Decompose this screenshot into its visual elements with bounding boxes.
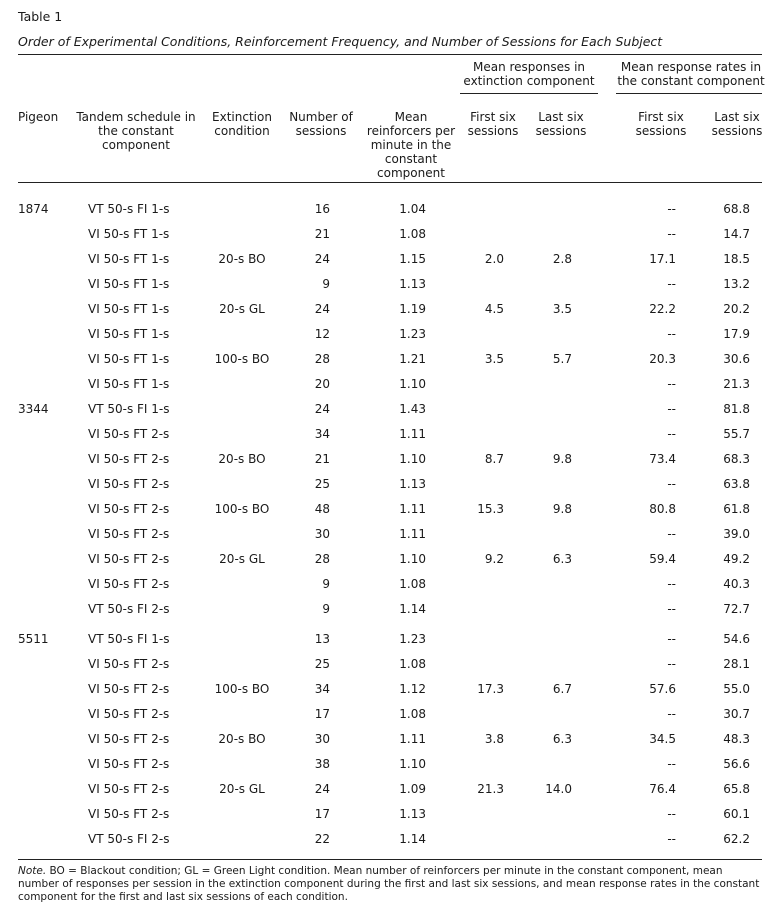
table-row (0, 755, 780, 780)
cell-schedule: VI 50-s FT 2-s (88, 657, 170, 671)
table-row (0, 600, 780, 625)
cell-const-last: 55.0 (723, 682, 750, 696)
group-rule-constant (616, 93, 762, 94)
table-row (0, 325, 780, 350)
note-text: BO = Blackout condition; GL = Green Light condition. Mean number of reinforcers per minute in the constant component, mean number of responses per session in the extinction component during the first and last six sessions, and mean response rates in the constant component for the first and last six sessions of each condition. (18, 865, 760, 903)
cell-sessions: 16 (314, 202, 330, 216)
cell-const-first: 17.1 (649, 252, 676, 266)
cell-sessions: 9 (322, 577, 330, 591)
cell-schedule: VT 50-s FI 2-s (88, 832, 170, 846)
cell-sessions: 30 (314, 527, 330, 541)
cell-sessions: 21 (314, 227, 330, 241)
cell-extinction: 20-s GL (219, 302, 265, 316)
pigeon-id: 5511 (18, 632, 49, 646)
cell-reinforcers: 1.08 (399, 707, 426, 721)
table-row (0, 705, 780, 730)
cell-schedule: VT 50-s FI 1-s (88, 402, 170, 416)
cell-schedule: VI 50-s FT 1-s (88, 377, 170, 391)
col-header-reinforcers: Mean reinforcers per minute in the constant component (366, 110, 456, 180)
cell-ext-first: 8.7 (484, 452, 504, 466)
cell-sessions: 24 (314, 302, 330, 316)
cell-sessions: 13 (314, 632, 330, 646)
cell-const-first: -- (667, 227, 676, 241)
table-row (0, 225, 780, 250)
cell-const-last: 62.2 (723, 832, 750, 846)
cell-ext-last: 6.3 (552, 552, 572, 566)
cell-const-last: 17.9 (723, 327, 750, 341)
cell-schedule: VI 50-s FT 2-s (88, 782, 170, 796)
table-row (0, 300, 780, 325)
cell-const-first: 22.2 (649, 302, 676, 316)
cell-extinction: 100-s BO (214, 352, 270, 366)
header-rule (18, 182, 762, 183)
col-header-ext-first: First six sessions (467, 110, 519, 138)
cell-ext-first: 21.3 (477, 782, 504, 796)
table-row (0, 250, 780, 275)
table-row (0, 655, 780, 680)
cell-ext-first: 4.5 (484, 302, 504, 316)
group-rule-extinction (460, 93, 598, 94)
cell-reinforcers: 1.10 (399, 377, 426, 391)
cell-const-last: 48.3 (723, 732, 750, 746)
col-header-const-first: First six sessions (635, 110, 687, 138)
cell-ext-first: 17.3 (477, 682, 504, 696)
table-caption: Order of Experimental Conditions, Reinforcement Frequency, and Number of Sessions for Each Subject (18, 34, 663, 49)
cell-schedule: VI 50-s FT 2-s (88, 707, 170, 721)
cell-ext-first: 15.3 (477, 502, 504, 516)
cell-ext-first: 2.0 (484, 252, 504, 266)
cell-sessions: 28 (314, 352, 330, 366)
cell-const-last: 68.3 (723, 452, 750, 466)
cell-schedule: VI 50-s FT 2-s (88, 552, 170, 566)
group-header-extinction: Mean responses in extinction component (463, 60, 595, 88)
cell-schedule: VI 50-s FT 2-s (88, 682, 170, 696)
cell-ext-first: 3.5 (484, 352, 504, 366)
cell-extinction: 20-s BO (218, 452, 266, 466)
cell-const-last: 72.7 (723, 602, 750, 616)
cell-sessions: 48 (314, 502, 330, 516)
cell-schedule: VI 50-s FT 2-s (88, 477, 170, 491)
cell-schedule: VT 50-s FI 1-s (88, 632, 170, 646)
cell-schedule: VI 50-s FT 1-s (88, 327, 170, 341)
cell-ext-last: 2.8 (552, 252, 572, 266)
cell-sessions: 34 (314, 682, 330, 696)
table-label: Table 1 (18, 9, 63, 24)
cell-extinction: 20-s GL (219, 552, 265, 566)
cell-sessions: 22 (314, 832, 330, 846)
cell-reinforcers: 1.13 (399, 477, 426, 491)
cell-reinforcers: 1.10 (399, 552, 426, 566)
cell-schedule: VT 50-s FI 1-s (88, 202, 170, 216)
col-header-sessions: Number of sessions (289, 110, 353, 138)
table-row (0, 550, 780, 575)
cell-const-first: 34.5 (649, 732, 676, 746)
table-row (0, 805, 780, 830)
cell-sessions: 30 (314, 732, 330, 746)
cell-const-first: 80.8 (649, 502, 676, 516)
cell-const-first: 20.3 (649, 352, 676, 366)
cell-sessions: 25 (314, 477, 330, 491)
cell-const-last: 61.8 (723, 502, 750, 516)
cell-ext-last: 6.3 (552, 732, 572, 746)
table-row (0, 200, 780, 225)
cell-const-last: 56.6 (723, 757, 750, 771)
col-header-ext-last: Last six sessions (535, 110, 587, 138)
cell-extinction: 20-s BO (218, 252, 266, 266)
cell-const-first: -- (667, 832, 676, 846)
cell-reinforcers: 1.08 (399, 577, 426, 591)
cell-sessions: 9 (322, 602, 330, 616)
cell-reinforcers: 1.13 (399, 807, 426, 821)
cell-const-last: 63.8 (723, 477, 750, 491)
cell-reinforcers: 1.11 (399, 732, 426, 746)
cell-const-first: -- (667, 707, 676, 721)
cell-extinction: 20-s GL (219, 782, 265, 796)
cell-const-last: 30.6 (723, 352, 750, 366)
col-header-schedule: Tandem schedule in the constant component (76, 110, 196, 152)
cell-schedule: VI 50-s FT 2-s (88, 427, 170, 441)
cell-reinforcers: 1.19 (399, 302, 426, 316)
cell-ext-first: 9.2 (484, 552, 504, 566)
cell-const-last: 81.8 (723, 402, 750, 416)
cell-schedule: VI 50-s FT 2-s (88, 577, 170, 591)
table-row (0, 630, 780, 655)
cell-sessions: 17 (314, 707, 330, 721)
cell-sessions: 24 (314, 782, 330, 796)
table-row (0, 575, 780, 600)
table-note (18, 865, 762, 904)
cell-reinforcers: 1.43 (399, 402, 426, 416)
cell-const-last: 14.7 (723, 227, 750, 241)
cell-const-first: -- (667, 527, 676, 541)
cell-const-first: -- (667, 277, 676, 291)
bottom-rule (18, 859, 762, 860)
cell-sessions: 25 (314, 657, 330, 671)
cell-const-first: -- (667, 477, 676, 491)
cell-const-last: 40.3 (723, 577, 750, 591)
cell-reinforcers: 1.11 (399, 502, 426, 516)
cell-schedule: VI 50-s FT 1-s (88, 277, 170, 291)
cell-const-first: -- (667, 602, 676, 616)
cell-const-first: 59.4 (649, 552, 676, 566)
table-row (0, 425, 780, 450)
table-row (0, 525, 780, 550)
cell-const-last: 20.2 (723, 302, 750, 316)
cell-extinction: 20-s BO (218, 732, 266, 746)
cell-sessions: 17 (314, 807, 330, 821)
pigeon-id: 1874 (18, 202, 49, 216)
cell-schedule: VI 50-s FT 1-s (88, 252, 170, 266)
cell-const-first: -- (667, 807, 676, 821)
cell-const-first: -- (667, 632, 676, 646)
table-row (0, 350, 780, 375)
cell-const-last: 21.3 (723, 377, 750, 391)
cell-reinforcers: 1.10 (399, 452, 426, 466)
cell-sessions: 34 (314, 427, 330, 441)
table-row (0, 475, 780, 500)
cell-const-last: 39.0 (723, 527, 750, 541)
cell-sessions: 24 (314, 402, 330, 416)
cell-ext-last: 6.7 (552, 682, 572, 696)
table-row (0, 830, 780, 855)
cell-const-last: 49.2 (723, 552, 750, 566)
cell-reinforcers: 1.11 (399, 427, 426, 441)
cell-schedule: VI 50-s FT 1-s (88, 302, 170, 316)
cell-reinforcers: 1.10 (399, 757, 426, 771)
cell-const-first: -- (667, 577, 676, 591)
cell-schedule: VT 50-s FI 2-s (88, 602, 170, 616)
cell-schedule: VI 50-s FT 2-s (88, 452, 170, 466)
pigeon-id: 3344 (18, 402, 49, 416)
cell-const-last: 65.8 (723, 782, 750, 796)
cell-sessions: 21 (314, 452, 330, 466)
cell-sessions: 12 (314, 327, 330, 341)
cell-ext-last: 9.8 (552, 452, 572, 466)
cell-sessions: 9 (322, 277, 330, 291)
cell-schedule: VI 50-s FT 1-s (88, 227, 170, 241)
cell-schedule: VI 50-s FT 2-s (88, 732, 170, 746)
cell-const-first: -- (667, 657, 676, 671)
cell-const-last: 30.7 (723, 707, 750, 721)
cell-extinction: 100-s BO (214, 502, 270, 516)
cell-const-last: 55.7 (723, 427, 750, 441)
note-lead: Note. (18, 865, 47, 877)
cell-reinforcers: 1.14 (399, 832, 426, 846)
cell-const-first: -- (667, 427, 676, 441)
cell-reinforcers: 1.09 (399, 782, 426, 796)
cell-const-first: -- (667, 327, 676, 341)
group-header-constant: Mean response rates in the constant component (617, 60, 765, 88)
cell-reinforcers: 1.08 (399, 227, 426, 241)
cell-reinforcers: 1.04 (399, 202, 426, 216)
cell-sessions: 38 (314, 757, 330, 771)
cell-reinforcers: 1.23 (399, 632, 426, 646)
cell-schedule: VI 50-s FT 2-s (88, 527, 170, 541)
cell-reinforcers: 1.12 (399, 682, 426, 696)
cell-sessions: 24 (314, 252, 330, 266)
table-row (0, 275, 780, 300)
cell-schedule: VI 50-s FT 1-s (88, 352, 170, 366)
col-header-pigeon: Pigeon (18, 110, 59, 124)
cell-const-last: 68.8 (723, 202, 750, 216)
cell-const-last: 13.2 (723, 277, 750, 291)
col-header-extinction: Extinction condition (212, 110, 272, 138)
cell-schedule: VI 50-s FT 2-s (88, 757, 170, 771)
table-row (0, 780, 780, 805)
table-row (0, 730, 780, 755)
cell-ext-last: 5.7 (552, 352, 572, 366)
cell-reinforcers: 1.21 (399, 352, 426, 366)
cell-const-first: 76.4 (649, 782, 676, 796)
cell-const-last: 54.6 (723, 632, 750, 646)
cell-const-first: -- (667, 757, 676, 771)
cell-const-first: -- (667, 202, 676, 216)
cell-const-first: -- (667, 402, 676, 416)
cell-const-last: 28.1 (723, 657, 750, 671)
table-row (0, 500, 780, 525)
cell-reinforcers: 1.14 (399, 602, 426, 616)
cell-schedule: VI 50-s FT 2-s (88, 502, 170, 516)
cell-reinforcers: 1.08 (399, 657, 426, 671)
cell-const-first: 73.4 (649, 452, 676, 466)
cell-sessions: 28 (314, 552, 330, 566)
cell-reinforcers: 1.11 (399, 527, 426, 541)
cell-sessions: 20 (314, 377, 330, 391)
cell-extinction: 100-s BO (214, 682, 270, 696)
table-row (0, 450, 780, 475)
cell-const-first: -- (667, 377, 676, 391)
cell-schedule: VI 50-s FT 2-s (88, 807, 170, 821)
cell-ext-last: 9.8 (552, 502, 572, 516)
table-row (0, 375, 780, 400)
table-row (0, 680, 780, 705)
cell-ext-first: 3.8 (484, 732, 504, 746)
cell-ext-last: 14.0 (545, 782, 572, 796)
cell-const-last: 18.5 (723, 252, 750, 266)
cell-reinforcers: 1.13 (399, 277, 426, 291)
cell-const-last: 60.1 (723, 807, 750, 821)
col-header-const-last: Last six sessions (711, 110, 763, 138)
cell-ext-last: 3.5 (552, 302, 572, 316)
top-rule (18, 54, 762, 55)
cell-reinforcers: 1.23 (399, 327, 426, 341)
cell-reinforcers: 1.15 (399, 252, 426, 266)
table-row (0, 400, 780, 425)
cell-const-first: 57.6 (649, 682, 676, 696)
